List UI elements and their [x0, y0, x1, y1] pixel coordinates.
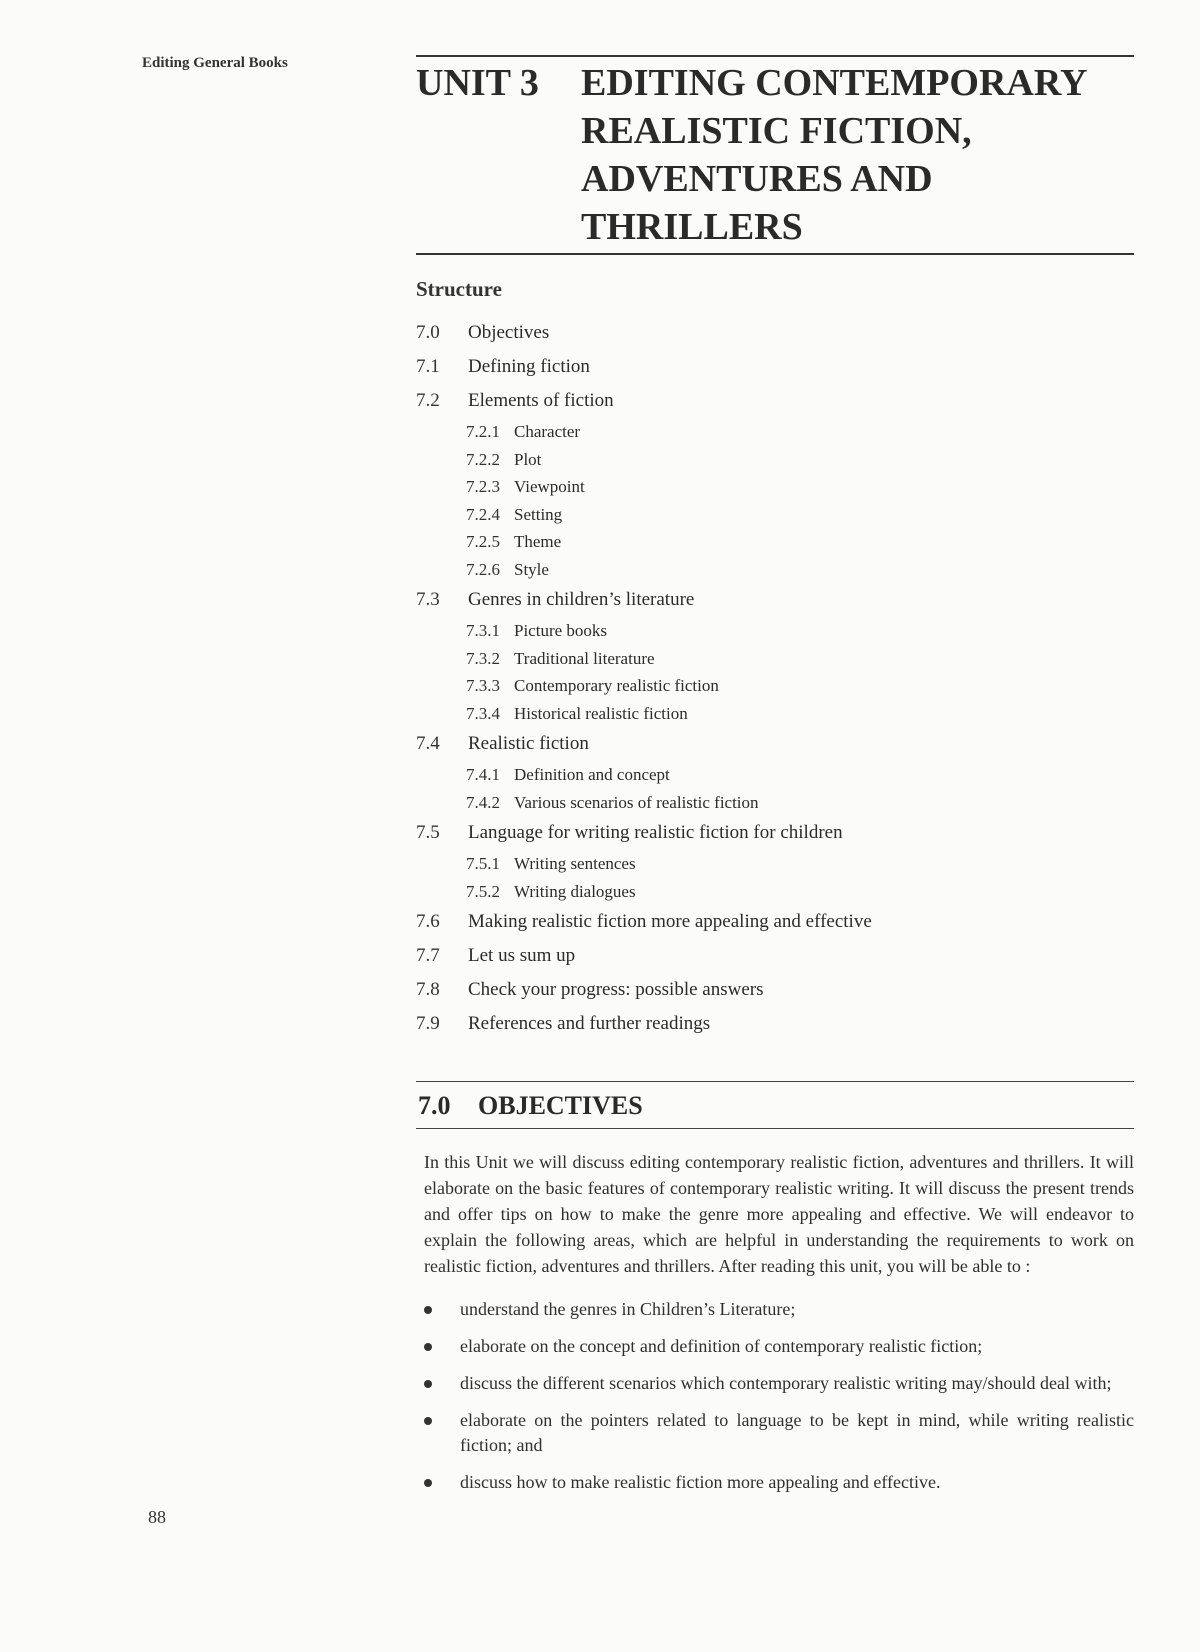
toc-subitem — [416, 789, 1134, 817]
objective-bullet — [416, 1371, 1134, 1396]
objectives-section — [416, 1081, 1134, 1495]
toc-item — [416, 816, 1134, 850]
toc-item-number: 7.6 — [416, 911, 440, 932]
toc-subitem-label: Setting — [514, 504, 563, 524]
unit-label: UNIT 3 — [416, 62, 539, 104]
toc-item-number: 7.9 — [416, 1013, 440, 1034]
objectives-number: 7.0 — [418, 1091, 451, 1120]
toc-item-number: 7.0 — [416, 322, 440, 343]
toc-item-label: Making realistic fiction more appealing and effective — [468, 911, 872, 932]
bullet-dot-icon — [416, 1371, 460, 1396]
toc-subitem-label: Plot — [514, 449, 542, 469]
objectives-title: OBJECTIVES — [478, 1091, 643, 1120]
toc-subitem-number: 7.2.5 — [466, 532, 500, 551]
objectives-bullet-list — [416, 1297, 1134, 1495]
toc-subitem-number: 7.3.2 — [466, 648, 500, 668]
toc-item — [416, 939, 1134, 973]
toc-item-number: 7.3 — [416, 589, 440, 610]
toc-subitem — [416, 528, 1134, 556]
unit-bottom-rule — [416, 253, 1134, 255]
toc-subitem-label: Contemporary realistic fiction — [514, 676, 719, 695]
toc-subitem-number: 7.4.1 — [466, 765, 500, 784]
toc-subitem-label: Traditional literature — [514, 648, 655, 668]
toc-item-label: Language for writing realistic fiction for children — [468, 822, 843, 843]
structure-heading: Structure — [416, 277, 502, 301]
objective-bullet-text: elaborate on the pointers related to language to be kept in mind, while writing realistic fiction; and — [460, 1410, 1134, 1455]
bullet-dot-icon — [416, 1408, 460, 1458]
objective-bullet-text: discuss the different scenarios which contemporary realistic writing may/should deal with; — [460, 1373, 1112, 1393]
toc-subitem-number: 7.3.4 — [466, 703, 500, 723]
toc-subitem — [416, 672, 1134, 700]
toc-subitem-number: 7.4.2 — [466, 792, 500, 812]
toc-subitem — [416, 645, 1134, 673]
toc-subitem-label: Character — [514, 422, 581, 441]
toc-item — [416, 905, 1134, 939]
toc-item-label: Elements of fiction — [468, 390, 614, 411]
toc-item-number: 7.2 — [416, 390, 440, 411]
objective-bullet — [416, 1470, 1134, 1495]
toc-item-number: 7.7 — [416, 945, 440, 966]
toc-item-label: Realistic fiction — [468, 733, 589, 754]
toc-subitem — [416, 700, 1134, 728]
main-content — [416, 55, 1134, 1507]
toc-subitem-number: 7.5.1 — [466, 854, 500, 873]
bullet-dot-icon — [416, 1334, 460, 1359]
unit-title: EDITING CONTEMPORARY REALISTIC FICTION, ADVENTURES AND THRILLERS — [581, 62, 1088, 248]
toc-item-number: 7.4 — [416, 733, 440, 754]
toc-subitem-number: 7.2.2 — [466, 449, 500, 469]
objective-bullet — [416, 1334, 1134, 1359]
objectives-bottom-rule — [416, 1128, 1134, 1129]
toc-item — [416, 316, 1134, 350]
toc-item — [416, 1007, 1134, 1041]
toc-item — [416, 384, 1134, 418]
toc-item — [416, 973, 1134, 1007]
toc-item-label: Let us sum up — [468, 945, 576, 966]
running-head: Editing General Books — [142, 55, 288, 71]
toc-subitem — [416, 418, 1134, 446]
bullet-dot-icon — [416, 1297, 460, 1322]
objective-bullet-text: discuss how to make realistic fiction more appealing and effective. — [460, 1472, 941, 1492]
toc-subitem-number: 7.2.1 — [466, 422, 500, 441]
toc-item-label: Genres in children’s literature — [468, 589, 695, 610]
toc-subitem-label: Writing dialogues — [514, 881, 636, 901]
objectives-heading — [416, 1082, 1134, 1128]
toc-subitem-label: Historical realistic fiction — [514, 703, 688, 723]
objective-bullet — [416, 1408, 1134, 1458]
toc-subitem — [416, 501, 1134, 529]
toc-subitem — [416, 850, 1134, 878]
toc-subitem-label: Picture books — [514, 621, 608, 640]
objectives-intro: In this Unit we will discuss editing contemporary realistic fiction, adventures and thrillers. It will elaborate on the basic features of contemporary realistic writing. It will discuss the present trends and offer tips on how to make the genre more appealing and effective. We will endeavor to explain the following areas, which are helpful in understanding the requirements to work on realistic fiction, adventures and thrillers. After reading this unit, you will be able to : — [424, 1152, 1134, 1276]
toc-subitem — [416, 617, 1134, 645]
unit-header — [416, 57, 1134, 251]
toc-subitem — [416, 556, 1134, 584]
toc-item — [416, 583, 1134, 617]
objective-bullet — [416, 1297, 1134, 1322]
toc-item-label: Check your progress: possible answers — [468, 979, 764, 1000]
toc-item-number: 7.5 — [416, 822, 440, 843]
toc-subitem-label: Style — [514, 559, 549, 579]
toc-subitem-label: Writing sentences — [514, 854, 636, 873]
toc-item-number: 7.1 — [416, 356, 440, 377]
toc-subitem — [416, 473, 1134, 501]
toc-subitem — [416, 878, 1134, 906]
toc-subitem-number: 7.3.1 — [466, 621, 500, 640]
toc-subitem-label: Viewpoint — [514, 477, 585, 496]
page-number: 88 — [148, 1507, 166, 1527]
toc-subitem-number: 7.2.6 — [466, 559, 500, 579]
objective-bullet-text: understand the genres in Children’s Literature; — [460, 1299, 796, 1319]
toc-subitem-number: 7.3.3 — [466, 676, 500, 695]
toc-subitem — [416, 761, 1134, 789]
toc-subitem — [416, 446, 1134, 474]
toc-item-number: 7.8 — [416, 979, 440, 1000]
toc-subitem-label: Theme — [514, 532, 562, 551]
toc-subitem-label: Definition and concept — [514, 765, 670, 784]
toc-subitem-number: 7.5.2 — [466, 881, 500, 901]
toc-item — [416, 350, 1134, 384]
toc-subitem-number: 7.2.4 — [466, 504, 500, 524]
bullet-dot-icon — [416, 1470, 460, 1495]
table-of-contents — [416, 316, 1134, 1041]
toc-item — [416, 727, 1134, 761]
toc-subitem-label: Various scenarios of realistic fiction — [514, 792, 759, 812]
objective-bullet-text: elaborate on the concept and definition of contemporary realistic fiction; — [460, 1336, 983, 1356]
toc-item-label: References and further readings — [468, 1013, 711, 1034]
toc-item-label: Defining fiction — [468, 356, 590, 377]
toc-subitem-number: 7.2.3 — [466, 477, 500, 496]
toc-item-label: Objectives — [468, 322, 550, 343]
